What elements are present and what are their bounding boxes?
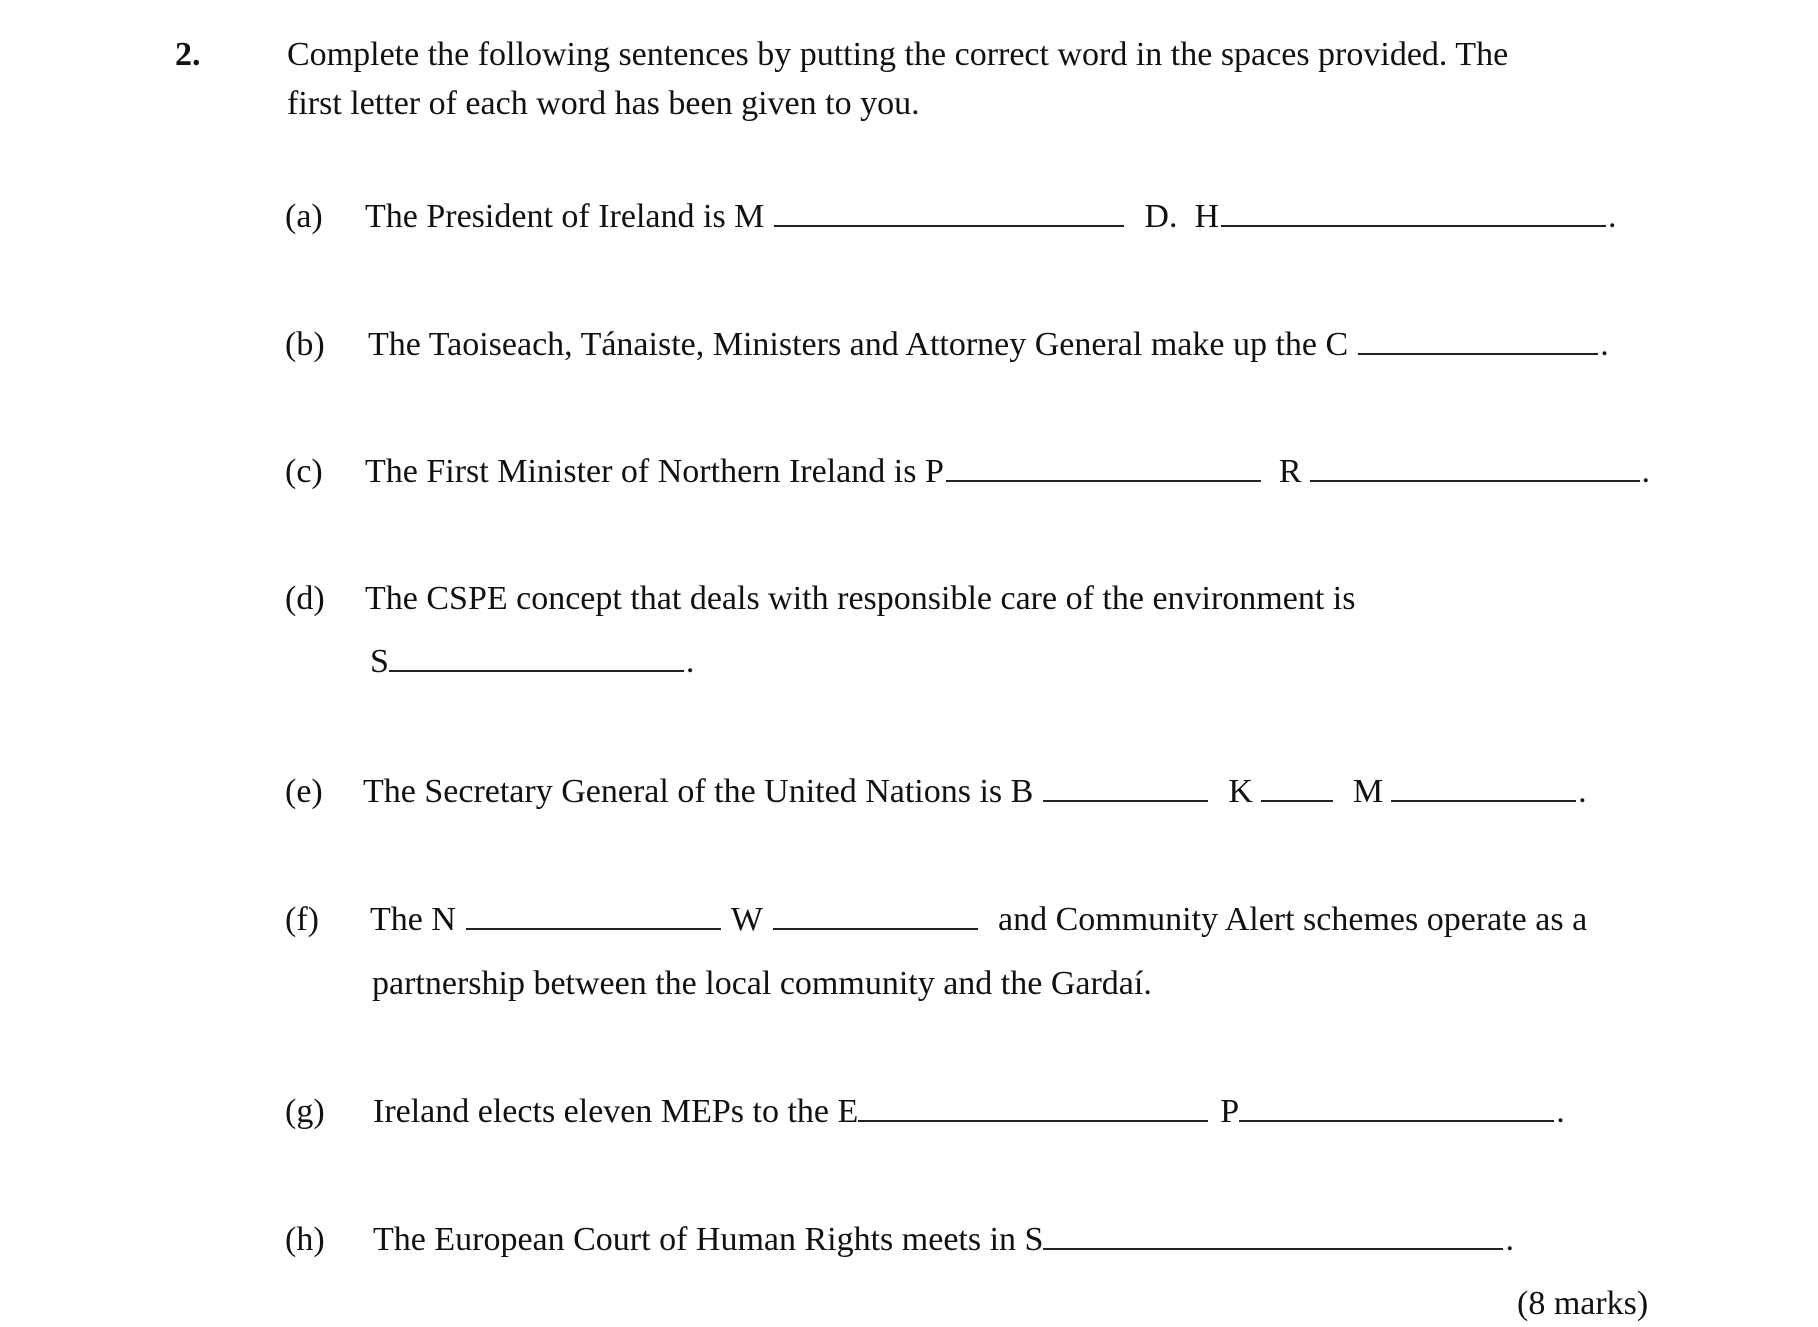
item-d xyxy=(285,582,1355,616)
question-number: 2. xyxy=(175,36,201,73)
item-hint: R xyxy=(1278,453,1302,490)
item-text: The Secretary General of the United Nations is B xyxy=(363,773,1034,810)
marks-label: (8 marks) xyxy=(1517,1285,1649,1322)
answer-blank[interactable] xyxy=(389,669,684,672)
item-hint: P xyxy=(1220,1093,1240,1130)
item-text: The First Minister of Northern Ireland is P xyxy=(365,453,944,490)
item-text: The N xyxy=(370,901,456,938)
answer-blank[interactable] xyxy=(858,1119,1208,1122)
item-text: The President of Ireland is M xyxy=(365,198,765,235)
answer-blank[interactable] xyxy=(1358,352,1598,355)
answer-blank[interactable] xyxy=(1043,799,1208,802)
item-label: (b) xyxy=(285,326,325,363)
item-end: . xyxy=(1505,1221,1514,1258)
item-end: . xyxy=(685,643,695,680)
item-e xyxy=(285,775,1587,809)
answer-blank[interactable] xyxy=(1310,479,1640,482)
instructions-line-2: first letter of each word has been given to you. xyxy=(287,85,920,122)
item-hint: K xyxy=(1228,773,1253,810)
item-f-line2: partnership between the local community and the Gardaí. xyxy=(372,965,1152,1002)
answer-blank[interactable] xyxy=(773,927,978,930)
item-label: (d) xyxy=(285,580,325,617)
answer-blank[interactable] xyxy=(1391,799,1576,802)
item-label: (h) xyxy=(285,1221,325,1258)
item-end: . xyxy=(1578,773,1587,810)
item-text: Ireland elects eleven MEPs to the E xyxy=(373,1093,859,1130)
answer-blank[interactable] xyxy=(1043,1247,1503,1250)
answer-blank[interactable] xyxy=(946,479,1261,482)
item-h xyxy=(285,1223,1514,1257)
item-f xyxy=(285,903,1587,937)
answer-blank[interactable] xyxy=(1261,799,1333,802)
item-end: . xyxy=(1608,198,1617,235)
item-end: . xyxy=(1600,326,1609,363)
item-label: (e) xyxy=(285,773,323,810)
item-text-after: and Community Alert schemes operate as a xyxy=(998,901,1588,938)
item-text: The European Court of Human Rights meets in S xyxy=(373,1221,1044,1258)
item-hint: D. H xyxy=(1144,198,1220,235)
item-label: (f) xyxy=(285,901,319,938)
item-label: (c) xyxy=(285,453,323,490)
item-end: . xyxy=(1556,1093,1565,1130)
item-hint: S xyxy=(370,643,389,680)
item-a xyxy=(285,200,1617,234)
item-hint: W xyxy=(730,901,764,938)
answer-blank[interactable] xyxy=(466,927,721,930)
item-b xyxy=(285,328,1609,362)
item-end: . xyxy=(1641,453,1651,490)
item-g xyxy=(285,1095,1565,1129)
item-c xyxy=(285,455,1650,489)
item-label: (g) xyxy=(285,1093,325,1130)
item-d-line2 xyxy=(370,645,694,679)
item-text: The Taoiseach, Tánaiste, Ministers and Attorney General make up the C xyxy=(368,326,1349,363)
answer-blank[interactable] xyxy=(774,224,1124,227)
item-hint: M xyxy=(1352,773,1384,810)
answer-blank[interactable] xyxy=(1239,1119,1554,1122)
item-text: The CSPE concept that deals with responsible care of the environment is xyxy=(365,580,1356,617)
item-label: (a) xyxy=(285,198,323,235)
instructions-line-1: Complete the following sentences by putting the correct word in the spaces provided. The xyxy=(287,36,1509,73)
answer-blank[interactable] xyxy=(1221,224,1606,227)
